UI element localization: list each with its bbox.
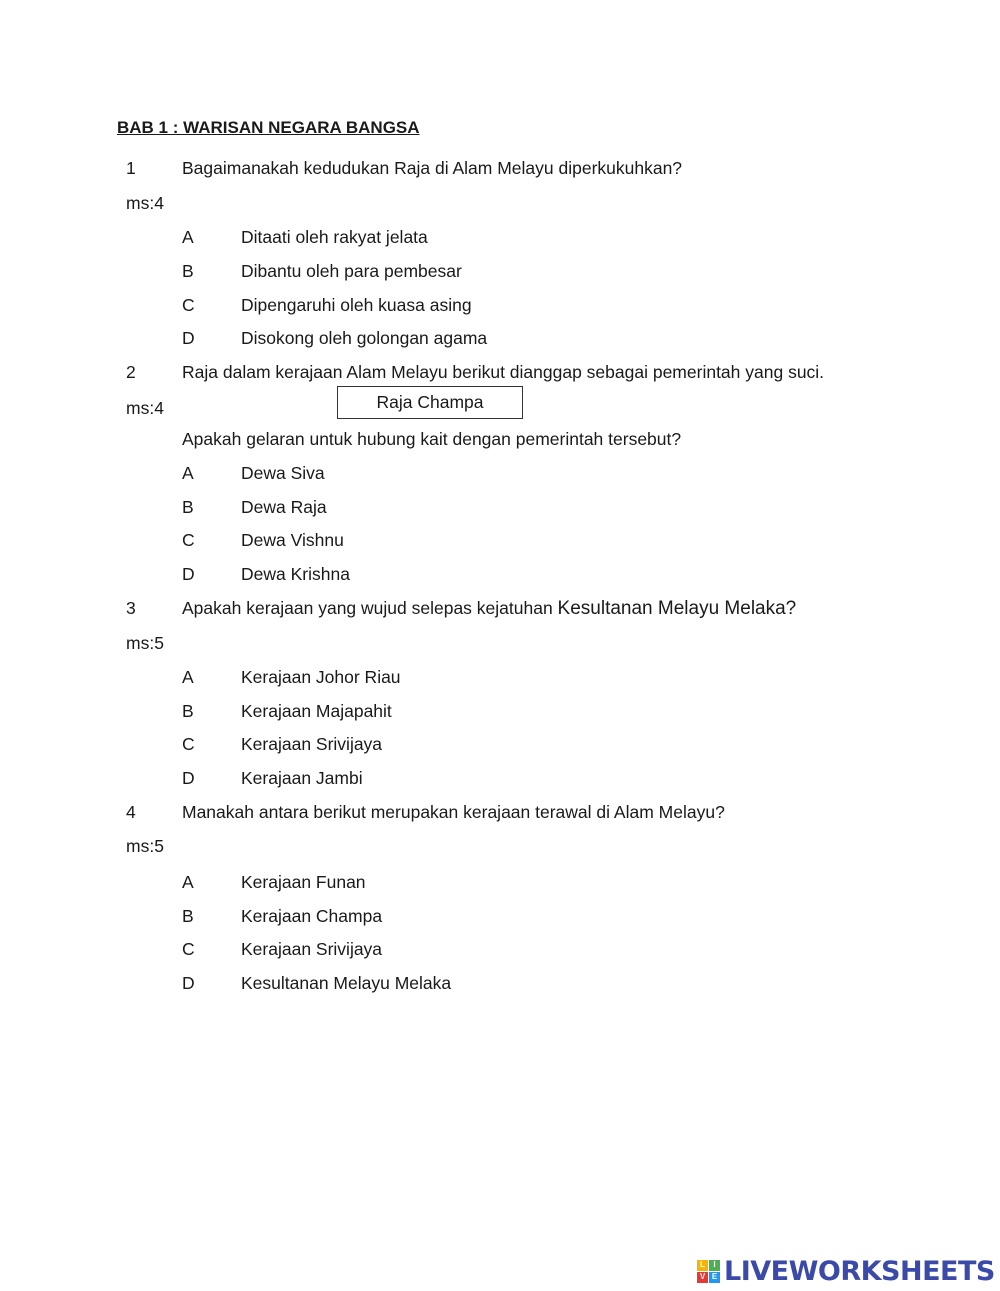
question-text	[182, 599, 796, 618]
logo-block: V	[697, 1272, 708, 1283]
option-text[interactable]: Kerajaan Jambi	[241, 768, 363, 788]
option-text[interactable]: Kerajaan Funan	[241, 872, 366, 892]
option-letter: B	[182, 906, 194, 926]
logo-blocks-icon	[697, 1260, 720, 1283]
option-letter: D	[182, 328, 195, 348]
logo-block: L	[697, 1260, 708, 1271]
option-text[interactable]: Disokong oleh golongan agama	[241, 328, 488, 348]
option-letter: C	[182, 530, 195, 550]
page-reference: ms:5	[126, 633, 164, 653]
option-letter: C	[182, 939, 195, 959]
question-text-part: Kesultanan Melayu Melaka?	[557, 598, 797, 619]
option-text[interactable]: Kerajaan Srivijaya	[241, 939, 383, 959]
option-text[interactable]: Dibantu oleh para pembesar	[241, 261, 462, 281]
option-text[interactable]: Kerajaan Srivijaya	[241, 734, 383, 754]
option-letter: A	[182, 872, 194, 892]
source-box	[337, 386, 523, 419]
option-letter: A	[182, 463, 194, 483]
option-text[interactable]: Dipengaruhi oleh kuasa asing	[241, 295, 472, 315]
option-text[interactable]: Ditaati oleh rakyat jelata	[241, 227, 428, 247]
option-letter: A	[182, 227, 194, 247]
question-number: 2	[126, 362, 136, 382]
question-number: 3	[126, 598, 136, 618]
option-letter: D	[182, 768, 195, 788]
page-reference: ms:4	[126, 398, 164, 418]
question-text: Bagaimanakah kedudukan Raja di Alam Melayu diperkukuhkan?	[182, 158, 683, 178]
logo-block: E	[709, 1272, 720, 1283]
option-text[interactable]: Dewa Krishna	[241, 564, 350, 584]
question-number: 1	[126, 158, 136, 178]
source-box-text: Raja Champa	[376, 392, 484, 412]
option-letter: B	[182, 701, 194, 721]
option-text[interactable]: Dewa Vishnu	[241, 530, 344, 550]
logo-text: LIVEWORKSHEETS	[724, 1255, 995, 1287]
option-letter: B	[182, 497, 194, 517]
option-letter: B	[182, 261, 194, 281]
option-text[interactable]: Dewa Siva	[241, 463, 325, 483]
option-letter: C	[182, 734, 195, 754]
question-text-part: Apakah kerajaan yang wujud selepas kejatuhan	[182, 598, 558, 618]
question-text: Raja dalam kerajaan Alam Melayu berikut dianggap sebagai pemerintah yang suci.	[182, 362, 825, 382]
question-text: Manakah antara berikut merupakan kerajaan terawal di Alam Melayu?	[182, 802, 725, 822]
option-text[interactable]: Kerajaan Johor Riau	[241, 667, 401, 687]
option-letter: D	[182, 564, 195, 584]
question-number: 4	[126, 802, 136, 822]
liveworksheets-logo	[697, 1253, 995, 1289]
page-reference: ms:4	[126, 193, 164, 213]
worksheet-title: BAB 1 : WARISAN NEGARA BANGSA	[117, 118, 420, 137]
option-text[interactable]: Kerajaan Champa	[241, 906, 383, 926]
question-subtext: Apakah gelaran untuk hubung kait dengan pemerintah tersebut?	[182, 429, 682, 449]
option-text[interactable]: Dewa Raja	[241, 497, 327, 517]
logo-block: I	[709, 1260, 720, 1271]
option-letter: A	[182, 667, 194, 687]
option-text[interactable]: Kerajaan Majapahit	[241, 701, 392, 721]
page-reference: ms:5	[126, 836, 164, 856]
option-letter: D	[182, 973, 195, 993]
option-letter: C	[182, 295, 195, 315]
option-text[interactable]: Kesultanan Melayu Melaka	[241, 973, 452, 993]
